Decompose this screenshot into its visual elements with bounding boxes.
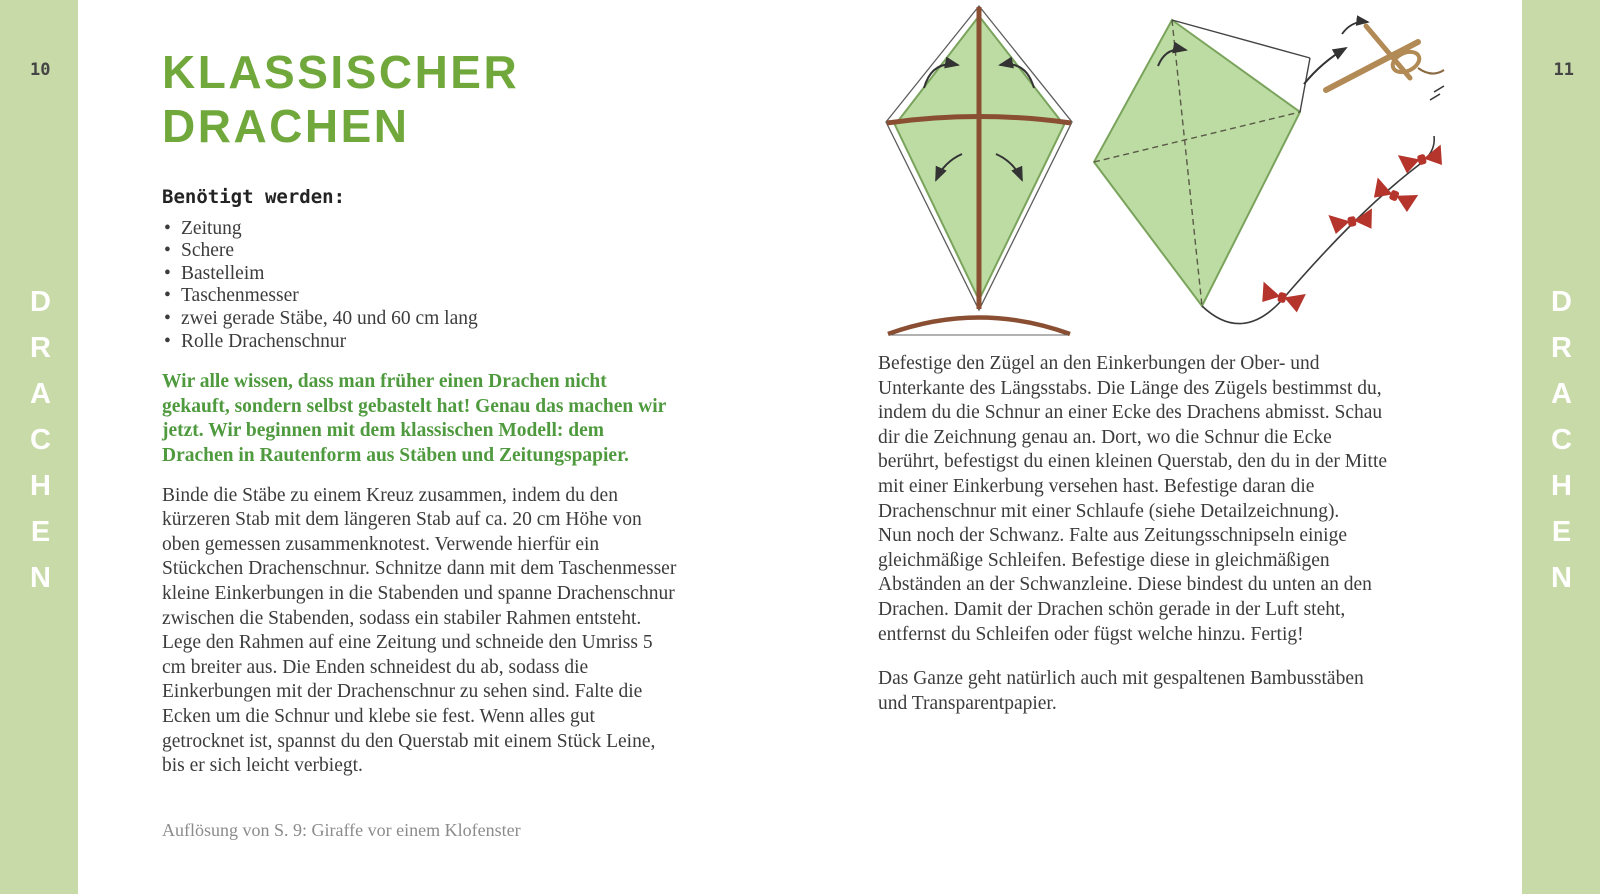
list-item: • zwei gerade Stäbe, 40 und 60 cm lang <box>162 308 678 331</box>
list-item: • Taschenmesser <box>162 285 678 308</box>
instructions-paragraph: Binde die Stäbe zu einem Kreuz zusammen, indem du den kürzeren Stab mit dem längeren Stab auf ca. 20 cm Höhe von oben gemessen zusammenknotest. Verwende hierfür ein Stückchen Drachenschnur. Schnitze dann mit dem Taschenmesser kleine Einkerbungen in die Stabenden und spanne Drachenschnur zwischen die Stabenden, sodass ein stabiler Rahmen entsteht. Lege den Rahmen auf eine Zeitung und schneide den Umriss 5 cm breiter aus. Die Enden schneidest du ab, sodass die Einkerbungen mit der Drachenschnur zu sehen sind. Falte die Ecken um die Schnur und klebe sie fest. Wenn alles gut getrocknet ist, spannst du den Querstab mit einem Stück Leine, bis er sich leicht verbiegt. <box>162 484 677 777</box>
left-page-number: 10 <box>30 60 51 80</box>
right-page-content <box>878 352 1394 716</box>
intro-paragraph: Wir alle wissen, dass man früher einen Drachen nicht gekauft, sondern selbst gebastelt hat! Genau das machen wir jetzt. Wir beginnen mit dem klassischen Modell: dem Drachen in Rautenform aus Stäben und Zeitungspapier. <box>162 371 666 466</box>
materials-heading: Benötigt werden: <box>162 185 346 208</box>
kite-construction-illustration <box>874 4 1452 344</box>
right-edge-chapter-label: DRACHEN <box>1545 286 1578 608</box>
materials-list <box>162 218 678 354</box>
left-page-content <box>162 46 678 779</box>
list-item: • Rolle Drachenschnur <box>162 331 678 354</box>
kite-illustration-svg <box>874 4 1452 344</box>
page-title <box>162 46 678 154</box>
closing-paragraph: Das Ganze geht natürlich auch mit gespaltenen Bambusstäben und Transparentpapier. <box>878 668 1364 714</box>
page-title-line2: DRACHEN <box>162 99 410 152</box>
list-item: • Schere <box>162 240 678 263</box>
page-title-line1: KLASSISCHER <box>162 46 520 98</box>
puzzle-solution-note: Auflösung von S. 9: Giraffe vor einem Klofenster <box>162 820 521 840</box>
kite-front-view <box>886 6 1072 310</box>
bridle-instructions-paragraph: Befestige den Zügel an den Einkerbungen der Ober- und Unterkante des Längsstabs. Die Länge des Zügels bestimmst du, indem du die Schnur an einer Ecke des Drachens abmisst. Schau dir die Zeichnung genau an. Dort, wo die Schnur die Ecke berührt, befestigst du einen kleinen Querstab, den du in der Mitte mit einer Einkerbung versehen hast. Befestige daran die Drachenschnur mit einer Schlaufe (siehe Detailzeichnung). <box>878 353 1388 522</box>
right-page-number: 11 <box>1553 60 1574 80</box>
list-item: • Bastelleim <box>162 263 678 286</box>
left-edge-chapter-label: DRACHEN <box>24 286 57 608</box>
knot-detail-drawing <box>1326 22 1444 100</box>
list-item: • Zeitung <box>162 218 678 241</box>
bowed-crossbar <box>888 318 1070 336</box>
tail-instructions-paragraph: Nun noch der Schwanz. Falte aus Zeitungsschnipseln einige gleichmäßige Schleifen. Befestige diese in gleichmäßigen Abständen an der Schwanzleine. Diese bindest du unten an den Drachen. Damit der Drachen schön gerade in der Luft steht, entfernst du Schleifen oder fügst welche hinzu. Fertig! <box>878 525 1372 645</box>
kite-back-view <box>1094 20 1346 306</box>
